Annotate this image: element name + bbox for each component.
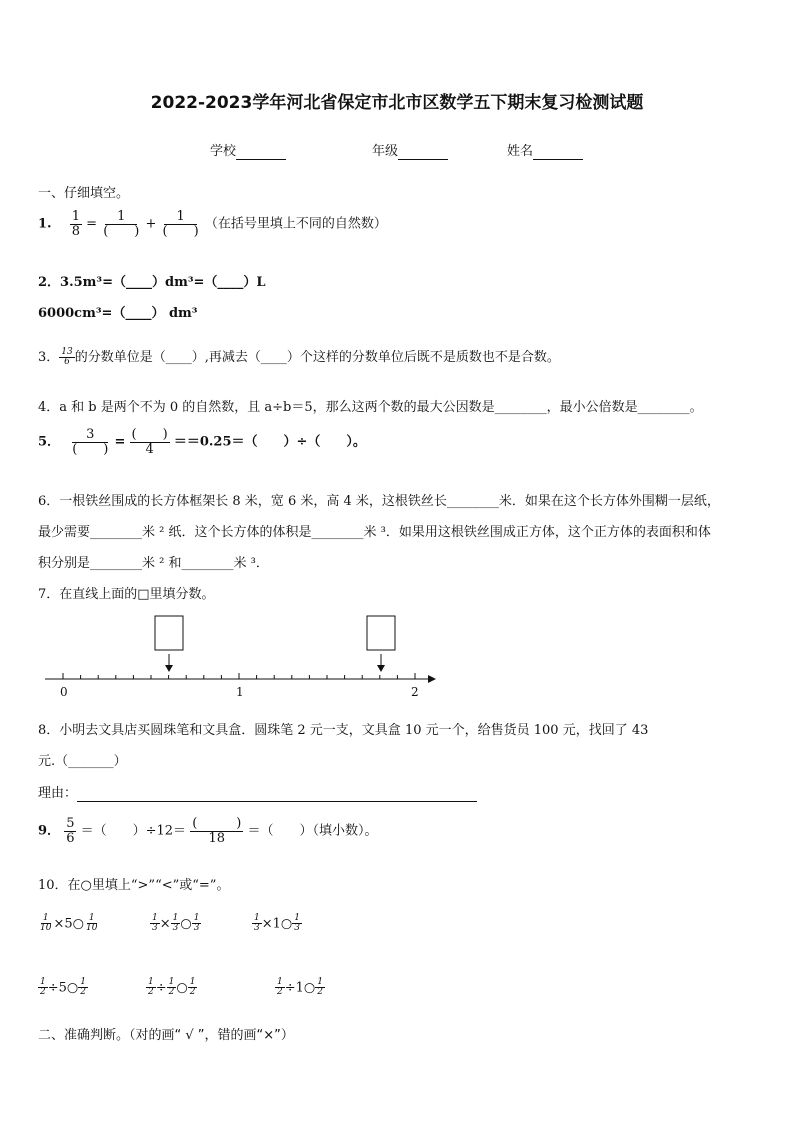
q5-fraction-a[interactable]: $\frac{3}{( )}$ [72, 427, 109, 457]
tick-label-0: 0 [60, 685, 68, 699]
q3-text: 的分数单位是（____）,再减去（____）个这样的分数单位后既不是质数也不是合数。 [74, 350, 560, 365]
q1-number: 1. [38, 216, 52, 232]
question-8-line-2: 元.（_______） [38, 754, 127, 769]
section-1-heading: 一、仔细填空。 [38, 186, 130, 201]
q10-item-6[interactable]: $\frac{1}{2}$ ÷1○ $\frac{1}{2}$ [277, 977, 323, 998]
question-6-line-1: 6．一根铁丝围成的长方体框架长 8 米，宽 6 米，高 4 米，这根铁丝长________米．如果在这个长方体外围糊一层纸， [38, 494, 720, 509]
question-6-line-2: 最少需要________米 ² 纸．这个长方体的体积是________米 ³．如果用这根铁丝围成正方体，这个正方体的表面积和体 [38, 525, 711, 540]
tick-marks [63, 673, 415, 679]
question-2-line-2: 6000cm³=（____） dm³ [38, 306, 198, 321]
q1-fraction-c[interactable]: $\frac{1}{( )}$ [162, 209, 199, 239]
q1-plus: + [145, 216, 157, 232]
grade-field[interactable] [372, 140, 448, 160]
question-10: 10．在○里填上“>”“<”或“=”。 [38, 878, 230, 893]
q3-number: 3． [38, 350, 60, 365]
answer-box-1[interactable] [155, 616, 183, 650]
arrow-2-head [377, 665, 385, 672]
q5-rest: ＝＝0.25＝（ ）÷（ ）。 [173, 434, 366, 450]
q10-item-5[interactable]: $\frac{1}{2}$ ÷ $\frac{1}{2}$ ○ $\frac{1}{2}$ [148, 977, 196, 998]
q1-note: （在括号里填上不同的自然数） [204, 216, 387, 232]
question-4: 4．a 和 b 是两个不为 0 的自然数，且 a÷b＝5，那么这两个数的最大公因数是________，最小公倍数是________。 [38, 400, 703, 415]
reason-label: 理由： [38, 786, 78, 801]
answer-box-2[interactable] [367, 616, 395, 650]
question-2-line-1: 2．3.5m³=（____）dm³=（____）L [38, 275, 266, 290]
q10-item-2[interactable]: $\frac{1}{3}$ × $\frac{1}{3}$ ○ $\frac{1}{3}$ [152, 913, 200, 934]
q1-fraction-a: $\frac{1}{8}$ [71, 209, 80, 239]
q5-fraction-b[interactable]: $\frac{( )}{4}$ [131, 427, 168, 457]
number-line-arrow [428, 675, 436, 683]
question-5 [38, 428, 366, 456]
q3-fraction: $\frac{13}{6}$ [61, 346, 73, 367]
q10-item-4[interactable]: $\frac{1}{2}$ ÷5○ $\frac{1}{2}$ [40, 977, 86, 998]
question-8-reason [38, 782, 477, 802]
q10-item-3[interactable]: $\frac{1}{3}$ ×1○ $\frac{1}{3}$ [254, 913, 300, 934]
q10-item-1[interactable]: $\frac{1}{10}$ ×5○ $\frac{1}{10}$ [40, 913, 98, 934]
q5-number: 5． [38, 434, 61, 450]
school-blank[interactable] [236, 144, 286, 160]
grade-blank[interactable] [398, 144, 448, 160]
question-1 [38, 210, 387, 238]
question-6-line-3: 积分别是________米 ² 和________米 ³． [38, 556, 269, 571]
name-field[interactable] [507, 140, 583, 160]
question-7: 7．在直线上面的□里填分数。 [38, 587, 215, 602]
q9-middle: ＝（ ）÷12＝ [80, 823, 187, 839]
question-3 [38, 346, 560, 367]
school-label: 学校 [210, 144, 237, 159]
section-2-heading: 二、准确判断。（对的画“ √ ”，错的画“×”） [38, 1028, 294, 1043]
school-field[interactable] [210, 140, 286, 160]
number-line-diagram [0, 610, 460, 705]
question-8-line-1: 8．小明去文具店买圆珠笔和文具盒．圆珠笔 2 元一支，文具盒 10 元一个，给售货员 100 元，找回了 43 [38, 723, 649, 738]
grade-label: 年级 [372, 144, 399, 159]
page-title: 2022-2023学年河北省保定市北市区数学五下期末复习检测试题 [150, 93, 644, 113]
q9-fraction-a: $\frac{5}{6}$ [66, 816, 75, 846]
q1-fraction-b[interactable]: $\frac{1}{( )}$ [103, 209, 140, 239]
q9-fraction-b[interactable]: $\frac{( )}{18}$ [192, 816, 242, 846]
name-label: 姓名 [507, 144, 534, 159]
tick-label-2: 2 [411, 685, 419, 699]
question-9 [38, 817, 378, 845]
q9-number: 9． [38, 823, 61, 839]
arrow-1-head [165, 665, 173, 672]
q1-equals: = [86, 216, 98, 232]
tick-label-1: 1 [236, 685, 244, 699]
q9-rest: ＝（ ）（填小数）。 [247, 823, 378, 839]
q5-equals: = [114, 434, 126, 450]
name-blank[interactable] [533, 144, 583, 160]
reason-blank[interactable] [77, 786, 477, 802]
